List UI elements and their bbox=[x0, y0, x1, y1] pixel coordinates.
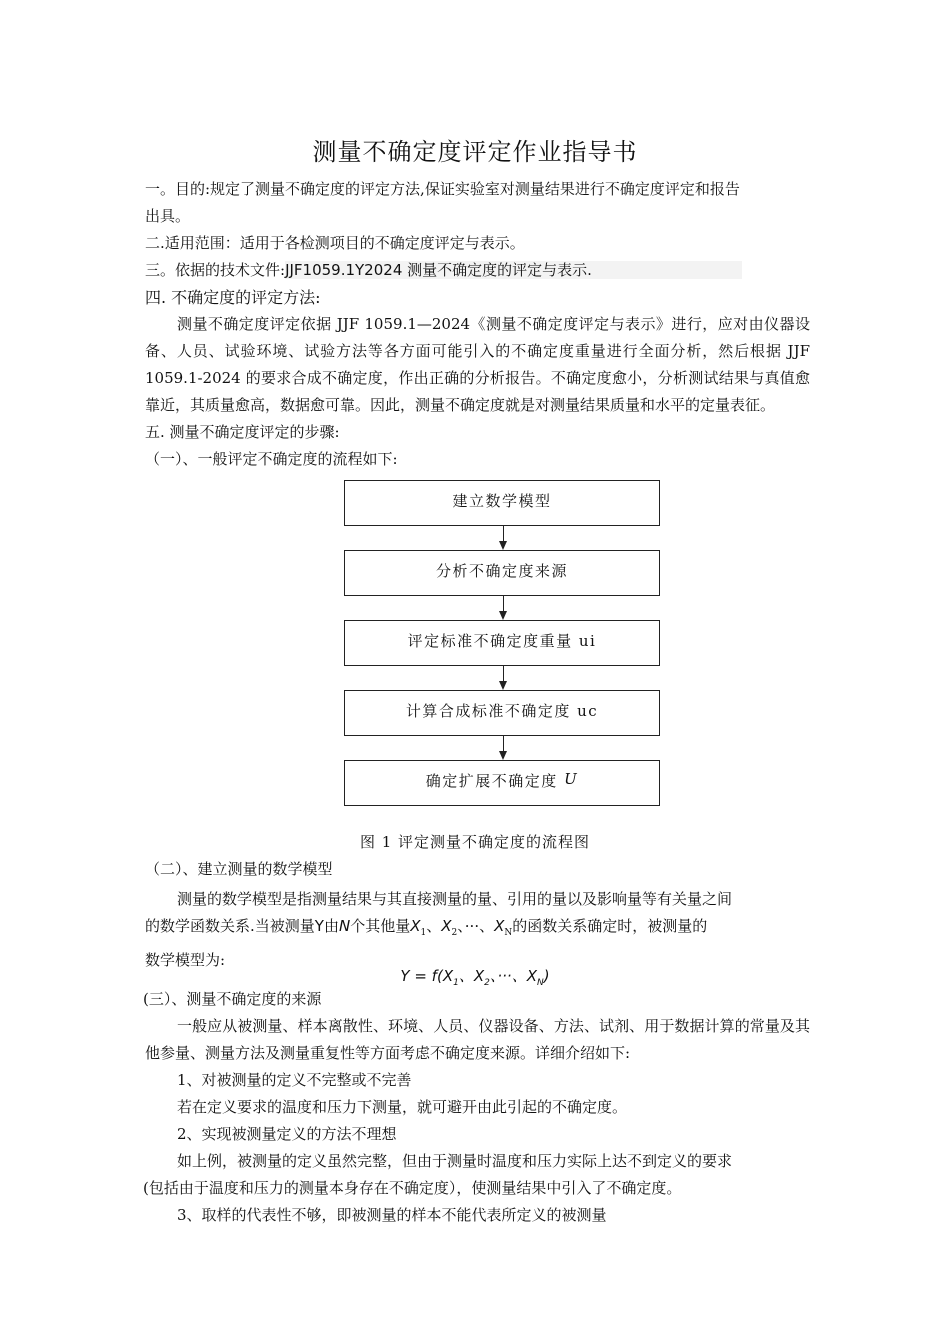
section-3 bbox=[145, 257, 810, 284]
section-1-line-2: 出具。 bbox=[145, 207, 191, 225]
flow-step-5 bbox=[344, 760, 660, 806]
flow-arrow-1 bbox=[503, 526, 504, 548]
item-3-title: 3、取样的代表性不够，即被测量的样本不能代表所定义的被测量 bbox=[177, 1206, 607, 1224]
flow-step-5-symbol: U bbox=[564, 770, 579, 788]
subsection-1-heading: （一）、一般评定不确定度的流程如下: bbox=[145, 450, 398, 468]
flow-step-3: 评定标准不确定度重量 ui bbox=[344, 620, 660, 666]
intro-block bbox=[145, 176, 810, 473]
section-4-paragraph: 测量不确定度评定依据 JJF 1059.1—2024《测量不确定度评定与表示》进行，应对由仪器设备、人员、试验环境、试验方法等各方面可能引入的不确定度重量进行全面分析，然后根据 JJF 1059.1-2024 的要求合成不确定度，作出正确的分析报告。不确定度愈小，分析测试结果与真值愈靠近，其质量愈高，数据愈可靠。因此，测量不确定度就是对测量结果质量和水平的定量表征。 bbox=[145, 315, 810, 414]
document-title: 测量不确定度评定作业指导书 bbox=[312, 138, 638, 166]
item-1-title: 1、对被测量的定义不完整或不完善 bbox=[177, 1071, 412, 1089]
item-2-text-line-2: (包括由于温度和压力的测量本身存在不确定度），使测量结果中引入了不确定度。 bbox=[143, 1179, 682, 1197]
model-block bbox=[145, 856, 810, 974]
sources-block bbox=[145, 986, 810, 1229]
section-5-heading: 五. 测量不确定度评定的步骤: bbox=[145, 423, 340, 441]
flow-arrow-4 bbox=[503, 736, 504, 758]
model-formula: $Y = f(X_1$、$X_2$、···、$X_N$) bbox=[400, 967, 550, 988]
item-2-text-line-1: 如上例，被测量的定义虽然完整，但由于测量时温度和压力实际上达不到定义的要求 bbox=[177, 1152, 733, 1170]
subsection-2-heading: （二）、建立测量的数学模型 bbox=[145, 860, 333, 878]
symbol-Y: Y bbox=[314, 917, 324, 935]
section-1-line-1: 一。目的:规定了测量不确定度的评定方法,保证实验室对测量结果进行不确定度评定和报告 bbox=[145, 180, 740, 198]
section-3-reference: JJF1059.1Y2024 测量不确定度的评定与表示. bbox=[285, 261, 742, 279]
section-3-prefix: 三。依据的技术文件: bbox=[145, 261, 286, 279]
flow-step-5-label: 确定扩展不确定度 bbox=[425, 772, 558, 790]
model-paragraph-line-3: 数学模型为: bbox=[145, 951, 226, 969]
flow-step-4: 计算合成标准不确定度 uc bbox=[344, 690, 660, 736]
model-paragraph-line-2: 的数学函数关系.当被测量Y由N个其他量$X_1$、$X_2$、···、$X_N$的函数关系确定时，被测量的 bbox=[145, 917, 708, 938]
subsection-3-heading: (三）、测量不确定度的来源 bbox=[143, 990, 322, 1008]
flow-step-2: 分析不确定度来源 bbox=[344, 550, 660, 596]
sources-paragraph: 一般应从被测量、样本离散性、环境、人员、仪器设备、方法、试剂、用于数据计算的常量及其他参量、测量方法及测量重复性等方面考虑不确定度来源。详细介绍如下: bbox=[145, 1017, 810, 1062]
section-2: 二.适用范围：适用于各检测项目的不确定度评定与表示。 bbox=[145, 234, 525, 252]
item-2-title: 2、实现被测量定义的方法不理想 bbox=[177, 1125, 397, 1143]
flow-arrow-2 bbox=[503, 596, 504, 618]
flow-arrow-3 bbox=[503, 666, 504, 688]
figure-caption: 图 1 评定测量不确定度的流程图 bbox=[359, 833, 591, 851]
item-1-text: 若在定义要求的温度和压力下测量，就可避开由此引起的不确定度。 bbox=[177, 1098, 628, 1116]
section-4-heading: 四. 不确定度的评定方法: bbox=[145, 288, 321, 307]
model-paragraph-line-1: 测量的数学模型是指测量结果与其直接测量的量、引用的量以及影响量等有关量之间 bbox=[177, 890, 733, 908]
flow-step-1: 建立数学模型 bbox=[344, 480, 660, 526]
symbol-N: N bbox=[338, 917, 351, 935]
